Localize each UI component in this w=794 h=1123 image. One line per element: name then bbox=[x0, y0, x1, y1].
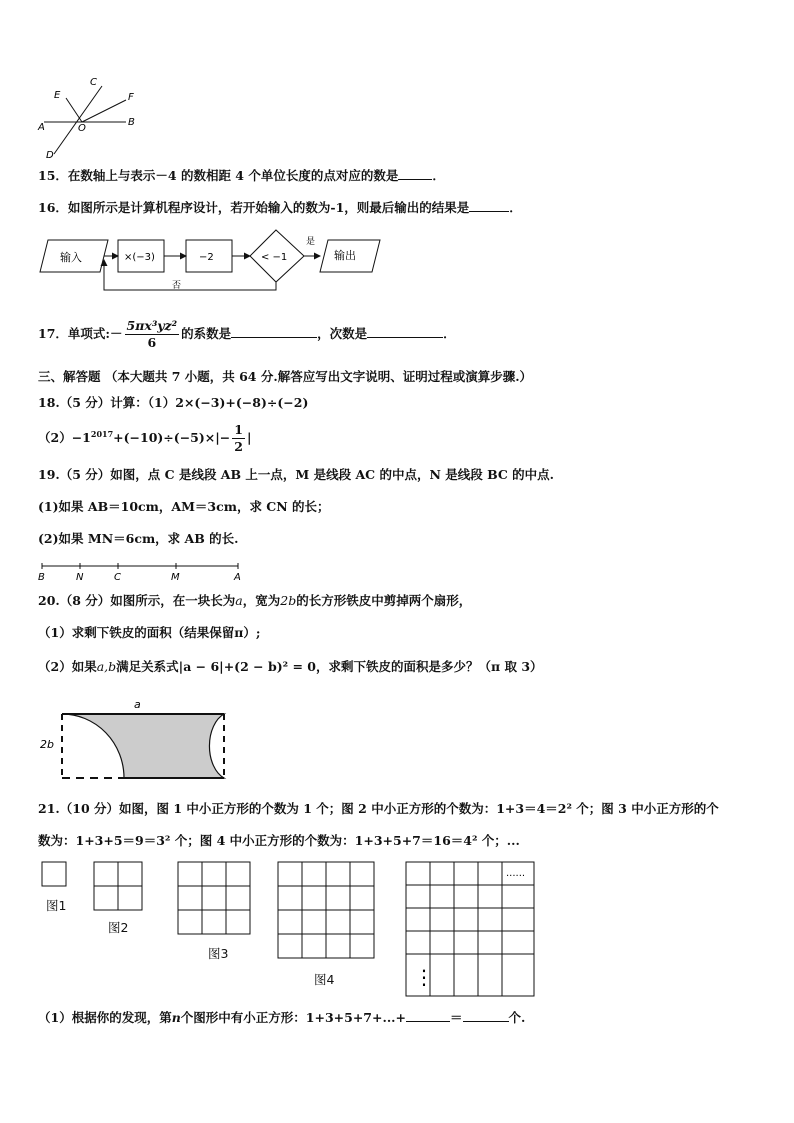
question-19: 19.（5 分）如图，点 C 是线段 AB 上一点，M 是线段 AC 的中点，N 是线段 BC 的中点. bbox=[38, 467, 555, 482]
dots-horizontal: ...... bbox=[506, 868, 526, 879]
flow-yes-label: 是 bbox=[306, 237, 316, 247]
question-20: 20.（8 分）如图所示，在一块长为a，宽为2b的长方形铁皮中剪掉两个扇形， bbox=[38, 593, 472, 608]
question-21-line2: 数为：1+3+5＝9＝3² 个；图 4 中小正方形的个数为：1+3+5+7＝16＝4² 个；... bbox=[38, 833, 520, 848]
point-A: A bbox=[234, 572, 241, 582]
fig4-label: 图4 bbox=[314, 972, 335, 987]
dots-vertical: ⋮ bbox=[414, 965, 434, 989]
label-O: O bbox=[78, 123, 86, 134]
q18-fraction: $\frac{1}{2}$ bbox=[234, 422, 243, 454]
segment-figure bbox=[36, 558, 251, 582]
flow-no-label: 否 bbox=[172, 281, 182, 291]
q17-fraction: $\frac{\text{5πx³yz²}}{6}$ bbox=[126, 318, 178, 350]
answer-blank[interactable] bbox=[398, 166, 432, 180]
flow-loop-back bbox=[104, 260, 276, 290]
label-2b: 2b bbox=[40, 738, 54, 751]
flow-output-label: 输出 bbox=[334, 249, 356, 262]
point-N: N bbox=[76, 572, 84, 582]
label-F: F bbox=[128, 92, 134, 103]
question-16: 16．如图所示是计算机程序设计，若开始输入的数为-1，则最后输出的结果是 ． bbox=[38, 200, 522, 215]
label-C: C bbox=[90, 77, 97, 88]
section-3-heading: 三、解答题 （本大题共 7 小题，共 64 分.解答应写出文字说明、证明过程或演算步骤.） bbox=[38, 369, 533, 384]
question-19-part2: (2)如果 MN＝6cm，求 AB 的长. bbox=[38, 531, 239, 546]
sheet-figure bbox=[38, 694, 230, 782]
label-a: a bbox=[134, 698, 141, 711]
label-B: B bbox=[128, 117, 135, 128]
question-19-part1: (1)如果 AB＝10cm，AM＝3cm，求 CN 的长； bbox=[38, 499, 330, 514]
answer-blank-term[interactable] bbox=[406, 1008, 450, 1022]
point-B: B bbox=[38, 572, 45, 582]
question-21-line1: 21.（10 分）如图，图 1 中小正方形的个数为 1 个；图 2 中小正方形的个数为：1+3＝4＝2² 个；图 3 中小正方形的个 bbox=[38, 801, 719, 816]
flow-subtract-label: −2 bbox=[199, 252, 214, 263]
question-18-part1: 18.（5 分）计算：（1）2×(−3)+(−8)÷(−2) bbox=[38, 395, 309, 410]
flow-multiply-label: ×(−3) bbox=[124, 252, 155, 263]
answer-blank[interactable] bbox=[469, 198, 509, 212]
fig2-label: 图2 bbox=[108, 920, 129, 935]
flow-input-label: 输入 bbox=[60, 251, 82, 264]
point-M: M bbox=[171, 572, 180, 582]
flowchart bbox=[36, 228, 386, 294]
label-E: E bbox=[54, 90, 61, 101]
point-C: C bbox=[114, 572, 121, 582]
fig1-label: 图1 bbox=[46, 898, 67, 913]
answer-blank-total[interactable] bbox=[463, 1008, 509, 1022]
answer-blank-degree[interactable] bbox=[367, 324, 443, 338]
question-15: 15．在数轴上与表示－4 的数相距 4 个单位长度的点对应的数是 ． bbox=[38, 168, 445, 183]
question-18-part2: $(2)-1^{2017}+(-10)\div(-5)\times|-$ $\frac{1}{2}$ | bbox=[38, 422, 252, 454]
angle-figure bbox=[36, 74, 146, 160]
label-A: A bbox=[38, 122, 45, 133]
question-20-part1: （1）求剩下铁皮的面积（结果保留π）; bbox=[38, 625, 261, 640]
question-20-part2: （2）如果a,b满足关系式|a − 6|+(2 − b)² = 0，求剩下铁皮的面积是多少？（π 取 3） bbox=[38, 659, 543, 674]
flow-condition-label: < −1 bbox=[261, 252, 288, 263]
question-21-part1: （1）根据你的发现，第n个图形中有小正方形：1+3+5+7+...+ ＝ 个. bbox=[38, 1010, 526, 1025]
answer-blank-coefficient[interactable] bbox=[231, 324, 317, 338]
shaded-region bbox=[62, 714, 224, 778]
label-D: D bbox=[46, 150, 54, 160]
question-17: 17．单项式:－ $\frac{\text{5πx³yz²}}{6}$ 的系数是 ，次数是 ． bbox=[38, 318, 456, 350]
fig3-label: 图3 bbox=[208, 946, 229, 961]
